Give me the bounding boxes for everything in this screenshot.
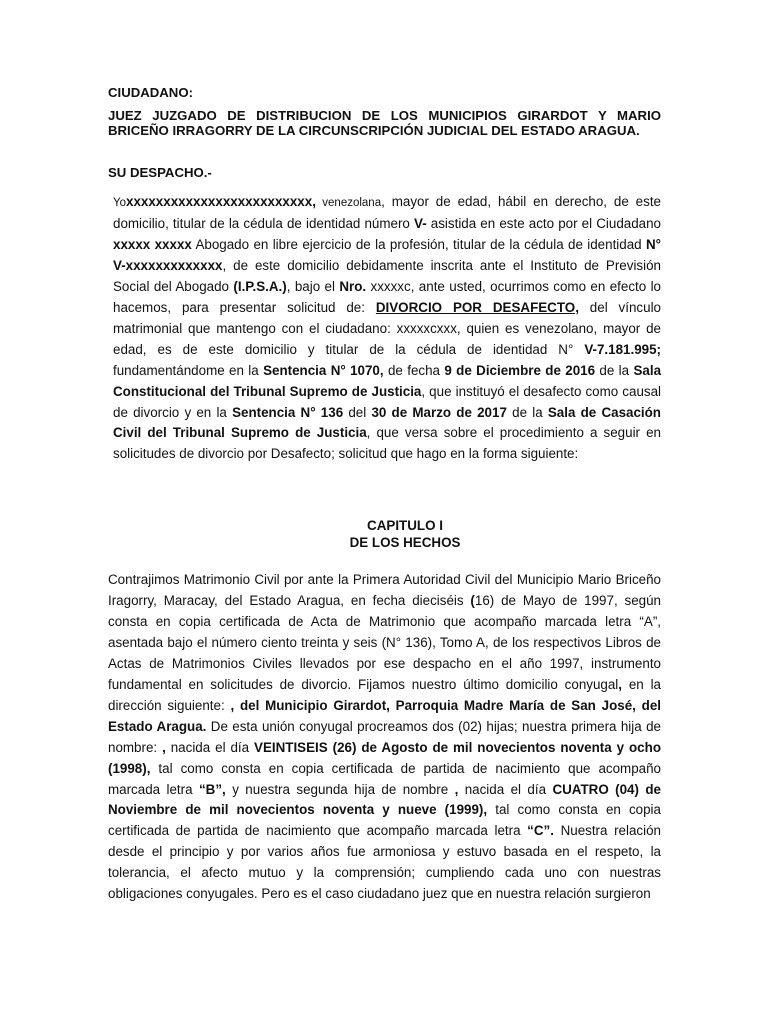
nro-label: Nro.: [339, 278, 367, 294]
facts-text: Nuestra relación desde el principio y por varios años fue armoniosa y estuvo basada en el respeto, la tolerancia, el afecto mutuo y la comprensión; cumpliendo cada uno con nuestras obligaciones conyugales. Pero es el caso ciudadano juez que en nuestra relación surgieron: [108, 823, 661, 902]
salutation: SU DESPACHO.-: [108, 165, 212, 180]
facts-comma: ,: [454, 781, 459, 797]
petitioner-cedula: V-: [414, 215, 427, 231]
divorce-request: DIVORCIO POR DESAFECTO,: [375, 299, 579, 315]
second-daughter-birth: CUATRO (04) de Noviembre de mil novecientos noventa y nueve (1999),: [108, 781, 662, 818]
intro-yo: Yo: [113, 197, 127, 209]
intro-text: , de este domicilio debidamente inscrita ante el Instituto de Previsión Social del Abogado: [113, 257, 661, 294]
spouse-id: V-7.181.995;: [584, 341, 661, 357]
facts-comma: ,: [618, 676, 623, 692]
facts-text: nacida el día: [165, 739, 255, 755]
ipsa-acronym: (I.P.S.A.): [233, 278, 287, 294]
facts-text: y nuestra segunda hija de nombre: [225, 781, 455, 797]
date-sentencia-1070: 9 de Diciembre de 2016: [444, 362, 596, 378]
chapter-subtitle: DE LOS HECHOS: [349, 535, 461, 550]
intro-text: de fecha: [383, 362, 445, 378]
facts-text: nacida el día: [458, 781, 553, 797]
intro-text: xxxxxc, ante usted, ocurrimos como en efecto lo hacemos, para presentar solicitud de:: [113, 278, 661, 315]
intro-text: Abogado en libre ejercicio de la profesión, titular de la cédula de identidad: [191, 236, 646, 252]
intro-text: , que versa sobre el procedimiento a seguir en solicitudes de divorcio por Desafecto; solicitud que hago en la forma siguiente:: [113, 425, 661, 462]
intro-text: fundamentándome en la: [113, 362, 264, 378]
facts-paragraph: [108, 570, 661, 905]
date-sentencia-136: 30 de Marzo de 2017: [371, 404, 507, 420]
conjugal-domicile: , del Municipio Girardot, Parroquia Madre María de San José, del Estado Aragua.: [108, 697, 661, 734]
facts-text: en la dirección siguiente:: [108, 676, 661, 713]
sentencia-1070: Sentencia N° 1070,: [263, 362, 384, 378]
intro-text: asistida en este acto por el Ciudadano: [426, 215, 662, 231]
petitioner-name: xxxxxxxxxxxxxxxxxxxxxxxxx,: [126, 194, 316, 209]
lawyer-id: N° V-xxxxxxxxxxxxx: [113, 236, 661, 273]
petitioner-nationality: venezolana: [315, 197, 382, 209]
facts-text: Contrajimos Matrimonio Civil por ante la Primera Autoridad Civil del Municipio Mario Briceño Iragorry, Maracay, del Estado Aragua, en fecha dieciséis: [108, 572, 661, 608]
facts-comma: ,: [162, 739, 166, 755]
court-heading: JUEZ JUZGADO DE DISTRIBUCION DE LOS MUNICIPIOS GIRARDOT Y MARIO BRICEÑO IRRAGORRY DE LA CIRCUNSCRIPCIÓN JUDICIAL DEL ESTADO ARAGUA.: [108, 108, 661, 138]
recipient-heading: CIUDADANO:: [108, 85, 193, 100]
facts-paren: (: [470, 592, 475, 608]
facts-text: tal como consta en copia certificada de partida de nacimiento que acompaño marcada letra: [108, 760, 661, 797]
intro-paragraph: [113, 192, 661, 465]
exhibit-b: “B”,: [198, 781, 226, 797]
exhibit-c: “C”.: [527, 823, 554, 839]
facts-text: De esta unión conyugal procreamos dos (02) hijas; nuestra primera hija de nombre:: [108, 718, 661, 755]
facts-text: tal como consta en copia certificada de partida de nacimiento que acompaño marcada letra: [108, 802, 661, 839]
intro-text: , mayor de edad, hábil en derecho, de este domicilio, titular de la cédula de identidad número: [113, 194, 661, 231]
intro-text: de la: [595, 362, 634, 378]
intro-text: del vínculo matrimonial que mantengo con el ciudadano: xxxxxcxxx, quien es venezolano, mayor de edad, es de este domicilio y titular de la cédula de identidad N°: [113, 299, 661, 357]
intro-text: del: [343, 404, 372, 420]
intro-text: de la: [506, 404, 548, 420]
intro-text: , que instituyó el desafecto como causal de divorcio y en la: [113, 383, 662, 420]
sala-casacion-civil: Sala de Casación Civil del Tribunal Supremo de Justicia: [113, 404, 661, 441]
intro-text: , bajo el: [286, 278, 340, 294]
lawyer-name: xxxxx xxxxx: [113, 236, 192, 252]
facts-text: 16) de Mayo de 1997, según consta en copia certificada de Acta de Matrimonio que acompaño marcada letra “A”, asentada bajo el número ciento treinta y seis (N° 136), Tomo A, de los respectivos Libros de Actas de Matrimonios Civiles llevados por ese despacho en el año 1997, instrumento fundamental en solicitudes de divorcio. Fijamos nuestro último domicilio conyugal: [108, 592, 661, 692]
sentencia-136: Sentencia N° 136: [232, 404, 344, 420]
sala-constitucional: Sala Constitucional del Tribunal Supremo de Justicia: [113, 362, 662, 399]
chapter-title: CAPITULO I: [367, 518, 443, 533]
first-daughter-birth: VEINTISEIS (26) de Agosto de mil novecientos noventa y ocho (1998),: [108, 739, 661, 776]
